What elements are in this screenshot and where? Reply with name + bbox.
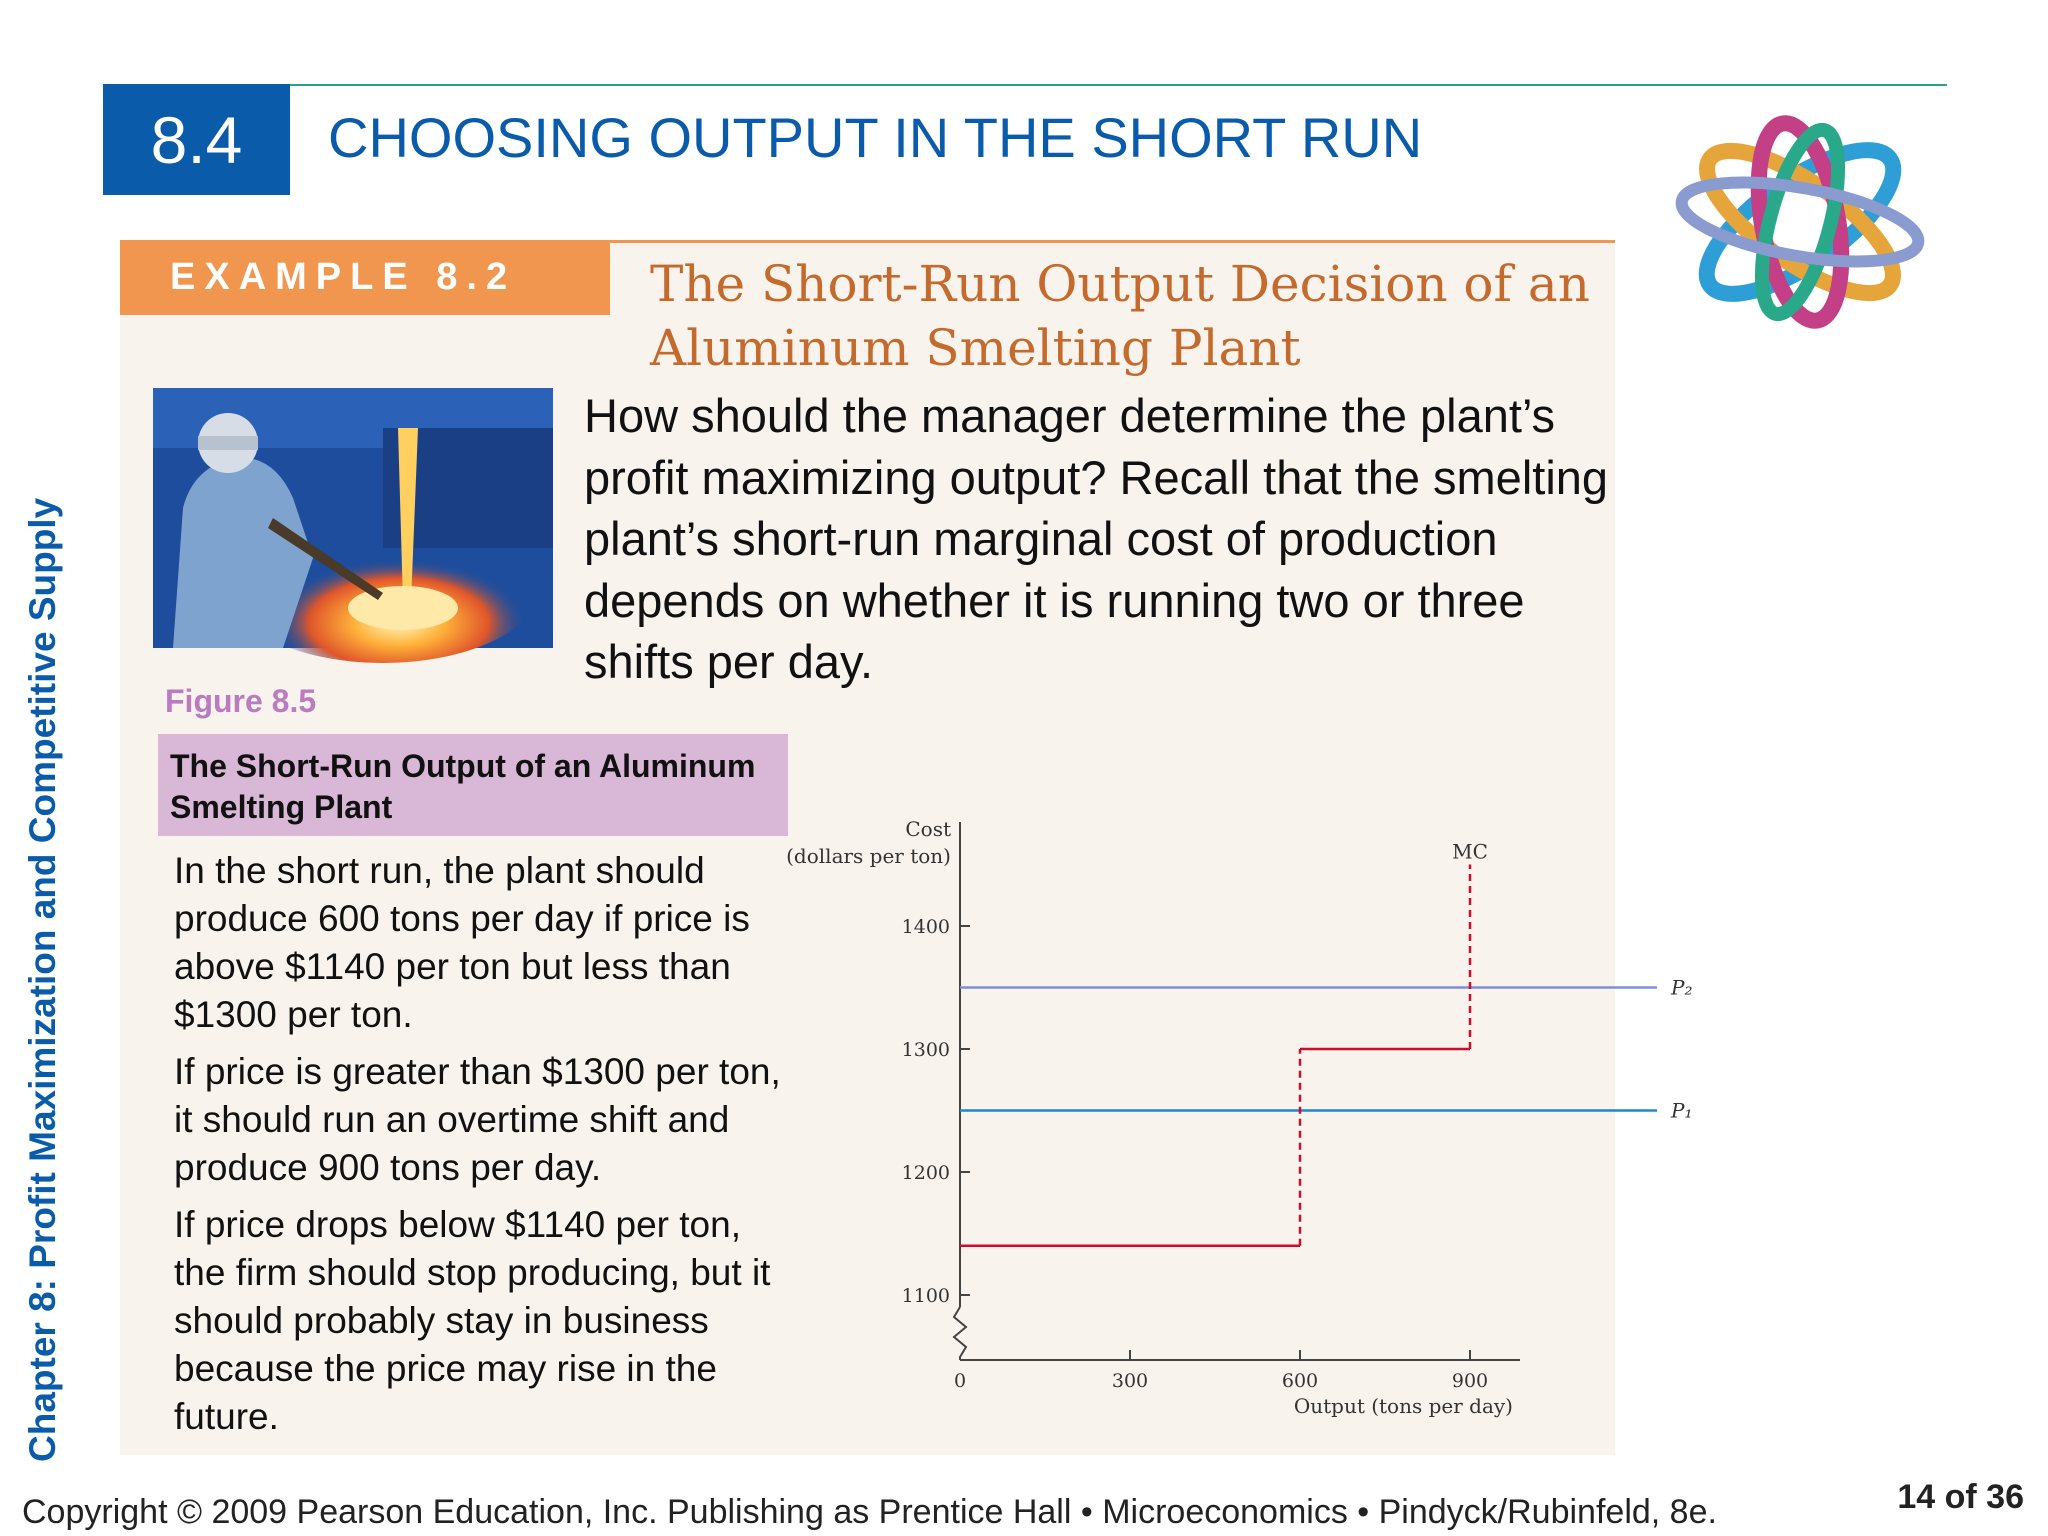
y-tick-label: 1100 [901, 1285, 950, 1307]
example-title: The Short-Run Output Decision of an Aluminum Smelting Plant [650, 255, 1590, 377]
caption-paragraph: In the short run, the plant should produce 600 tons per day if price is above $1140 per ton but less than $1300 per ton. [174, 850, 750, 1035]
cost-output-chart [780, 800, 1693, 1440]
figure-caption-text [174, 847, 794, 1450]
y-tick-label: 1200 [901, 1162, 950, 1184]
rings-logo [1660, 92, 1940, 352]
y-axis-label: (dollars per ton) [786, 844, 951, 868]
figure-label: Figure 8.5 [165, 683, 317, 719]
x-tick-label: 0 [953, 1370, 967, 1392]
header-rule [290, 84, 1947, 86]
example-rule [610, 240, 1615, 243]
price-line-label: P₁ [1671, 1098, 1693, 1123]
figure-caption-title: The Short-Run Output of an Aluminum Smelting Plant [158, 734, 788, 836]
x-tick-label: 600 [1281, 1370, 1319, 1392]
page-number: 14 of 36 [1897, 1478, 2024, 1516]
chapter-label: Chapter 8: Profit Maximization and Competitive Supply [22, 497, 63, 1462]
y-tick-label: 1300 [901, 1039, 950, 1061]
x-tick-label: 300 [1111, 1370, 1149, 1392]
caption-paragraph: If price drops below $1140 per ton, the firm should stop producing, but it should probably stay in business because the price may rise in the future. [174, 1204, 771, 1437]
axis-break [954, 1307, 966, 1360]
caption-paragraph: If price is greater than $1300 per ton, it should run an overtime shift and produce 900 tons per day. [174, 1051, 781, 1188]
mc-curve-label: MC [1452, 839, 1488, 864]
y-axis-label: Cost [905, 817, 951, 841]
x-axis-label: Output (tons per day) [1293, 1394, 1513, 1418]
section-title: CHOOSING OUTPUT IN THE SHORT RUN [328, 106, 1423, 169]
example-question: How should the manager determine the plant’s profit maximizing output? Recall that the smelting plant’s short-run marginal cost of production depends on whether it is running two or three shifts per day. [584, 389, 1609, 688]
example-tag: EXAMPLE 8.2 [120, 240, 610, 315]
x-tick-label: 900 [1451, 1370, 1489, 1392]
copyright-footer: Copyright © 2009 Pearson Education, Inc. Publishing as Prentice Hall • Microeconomics • Pindyck/Rubinfeld, 8e. [22, 1493, 1717, 1531]
smelting-photo [153, 388, 553, 648]
y-tick-label: 1400 [901, 916, 950, 938]
section-number: 8.4 [103, 84, 290, 195]
price-line-label: P₂ [1671, 975, 1693, 1000]
